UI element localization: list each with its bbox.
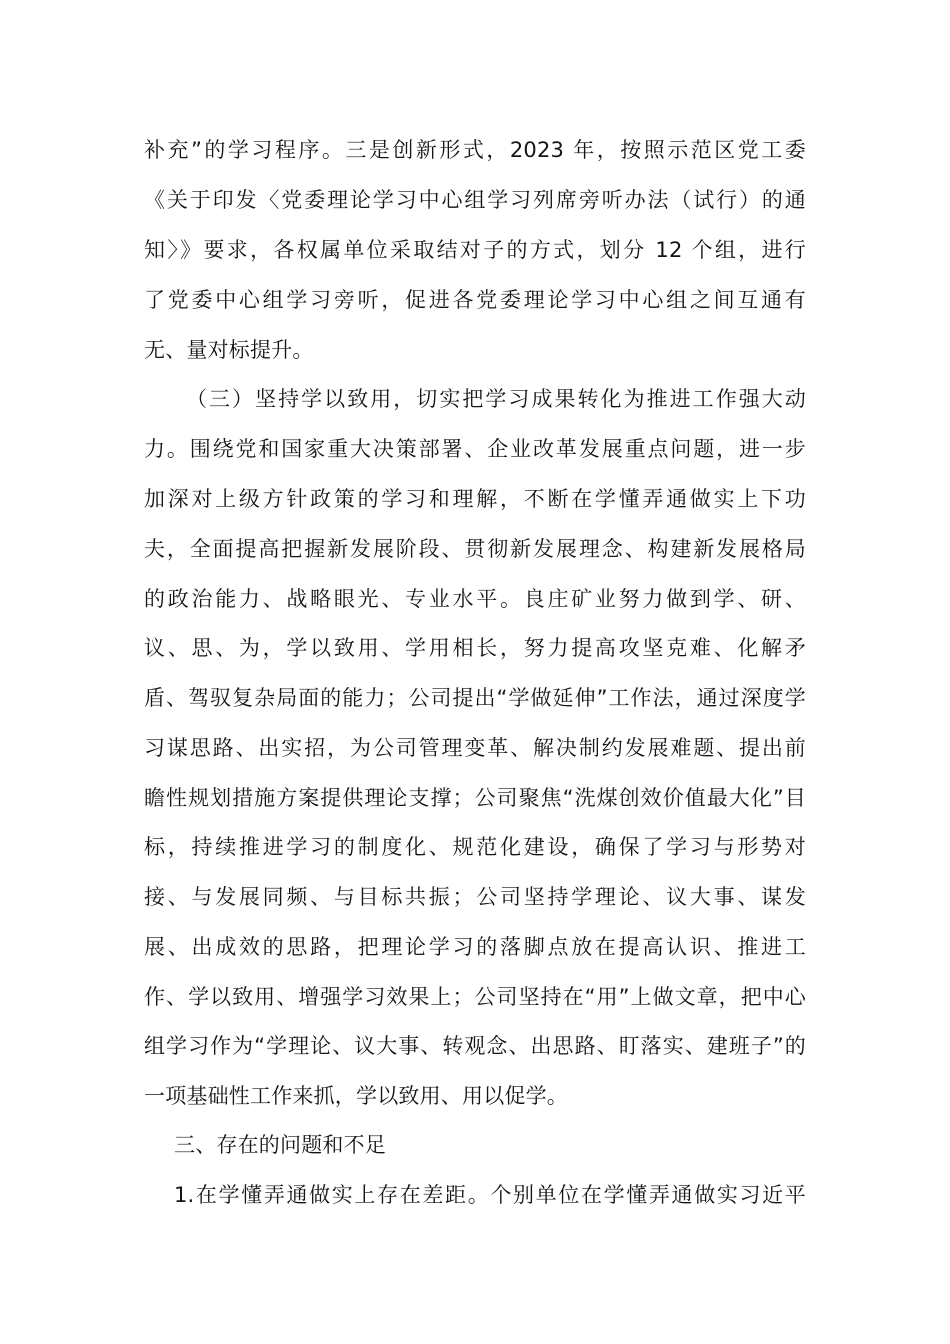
text-line-6-section-heading: （三）坚持学以致用，切实把学习成果转化为推进工作强大动 (186, 387, 806, 411)
text-line-8: 加深对上级方针政策的学习和理解，不断在学懂弄通做实上下功 (144, 487, 806, 511)
text-line-12: 盾、驾驭复杂局面的能力；公司提出“学做延伸”工作法，通过深度学 (144, 686, 806, 710)
text-line-20: 一项基础性工作来抓，学以致用、用以促学。 (144, 1084, 568, 1108)
text-line-17: 展、出成效的思路，把理论学习的落脚点放在提高认识、推进工 (144, 935, 806, 959)
text-line-5: 无、量对标提升。 (144, 338, 314, 362)
text-line-22: 1.在学懂弄通做实上存在差距。个别单位在学懂弄通做实习近平 (174, 1183, 806, 1207)
text-line-4: 了党委中心组学习旁听，促进各党委理论学习中心组之间互通有 (144, 288, 806, 312)
text-line-13: 习谋思路、出实招，为公司管理变革、解决制约发展难题、提出前 (144, 736, 806, 760)
text-line-2: 《关于印发〈党委理论学习中心组学习列席旁听办法（试行）的通 (144, 188, 806, 212)
text-line-19: 组学习作为“学理论、议大事、转观念、出思路、盯落实、建班子”的 (144, 1034, 806, 1058)
text-line-7: 力。围绕党和国家重大决策部署、企业改革发展重点问题，进一步 (144, 437, 806, 461)
text-line-15: 标，持续推进学习的制度化、规范化建设，确保了学习与形势对 (144, 835, 806, 859)
section-heading-problems: 三、存在的问题和不足 (174, 1133, 386, 1157)
text-line-1: 补充”的学习程序。三是创新形式，2023 年，按照示范区党工委 (144, 138, 806, 162)
text-line-14: 瞻性规划措施方案提供理论支撑；公司聚焦“洗煤创效价值最大化”目 (144, 786, 806, 810)
text-line-10: 的政治能力、战略眼光、专业水平。良庄矿业努力做到学、研、 (144, 587, 806, 611)
text-line-18: 作、学以致用、增强学习效果上；公司坚持在“用”上做文章，把中心 (144, 985, 806, 1009)
text-line-16: 接、与发展同频、与目标共振；公司坚持学理论、议大事、谋发 (144, 885, 806, 909)
text-line-11: 议、思、为，学以致用、学用相长，努力提高攻坚克难、化解矛 (144, 636, 806, 660)
text-line-3: 知〉》要求，各权属单位采取结对子的方式，划分 12 个组，进行 (144, 238, 806, 262)
text-line-9: 夫，全面提高把握新发展阶段、贯彻新发展理念、构建新发展格局 (144, 537, 806, 561)
